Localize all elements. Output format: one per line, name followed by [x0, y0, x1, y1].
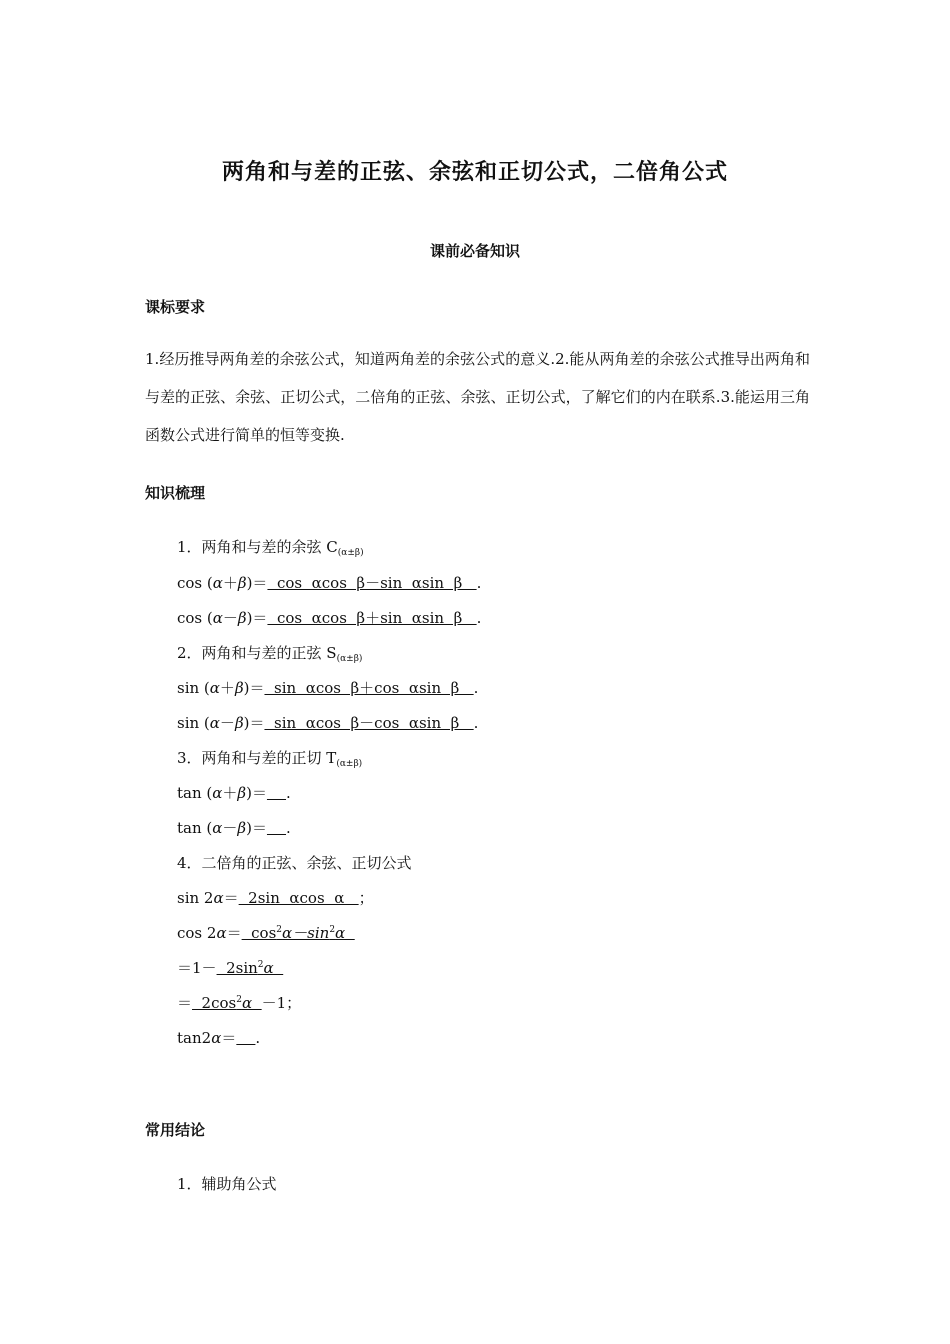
formula-prefix: ＝	[177, 994, 193, 1012]
formula-eq: )＝	[246, 784, 267, 802]
operator: －	[222, 819, 238, 837]
operator: －	[219, 714, 235, 732]
formula-eq: )＝	[243, 714, 265, 732]
period: .	[473, 679, 479, 697]
var-alpha: α	[213, 889, 224, 907]
item-subscript: (α±β)	[337, 548, 364, 558]
formula-prefix: ＝1－	[177, 959, 217, 977]
formula-cos-2a-alt1	[177, 957, 283, 978]
formula-lhs-fn: tan2	[177, 1029, 212, 1047]
semicolon: ；	[358, 889, 374, 907]
conclusion-item-1: 1．辅助角公式	[177, 1175, 277, 1193]
knowledge-item-1	[177, 536, 364, 558]
formula-eq: ＝	[226, 924, 242, 942]
var-alpha: α	[209, 714, 220, 732]
formula-suffix: －1；	[261, 994, 302, 1012]
answer-part: cos	[241, 924, 277, 942]
formula-tan-plus	[177, 782, 291, 803]
var-alpha: α	[212, 784, 223, 802]
blank-fill	[267, 784, 286, 802]
var-alpha: α	[216, 924, 227, 942]
formula-sin-plus	[177, 677, 478, 698]
curriculum-heading: 课标要求	[145, 298, 206, 316]
formula-lhs-fn: cos (	[177, 574, 213, 592]
formula-sin-2a	[177, 887, 374, 908]
formula-eq: )＝	[246, 574, 268, 592]
period: .	[286, 784, 291, 802]
answer-part: 2cos	[192, 994, 237, 1012]
formula-lhs-fn: tan (	[177, 819, 213, 837]
blank-fill	[236, 1029, 255, 1047]
var-beta: β	[237, 784, 247, 802]
var-alpha: α	[209, 679, 220, 697]
formula-lhs-fn: sin (	[177, 679, 210, 697]
formula-sin-minus	[177, 712, 478, 733]
item-subscript: (α±β)	[336, 654, 363, 664]
operator: －	[222, 609, 238, 627]
answer-part: α	[241, 994, 262, 1012]
var-beta: β	[237, 609, 247, 627]
exponent: 2	[276, 925, 283, 935]
period: .	[255, 1029, 261, 1047]
blank-fill	[267, 819, 286, 837]
formula-eq: )＝	[246, 819, 267, 837]
answer-text: cos αcos β－sin αsin β	[267, 574, 477, 592]
answer-text: 2sin αcos α	[238, 889, 359, 907]
item-label: 3．两角和与差的正切 T	[177, 749, 337, 767]
formula-tan-minus	[177, 817, 291, 838]
var-beta: β	[234, 679, 244, 697]
var-beta: β	[237, 819, 247, 837]
knowledge-item-3	[177, 747, 362, 769]
formula-eq: )＝	[246, 609, 268, 627]
answer-text	[192, 994, 262, 1012]
item-label: 2．两角和与差的正弦 S	[177, 644, 337, 662]
var-alpha: α	[212, 574, 223, 592]
conclusions-heading: 常用结论	[145, 1121, 206, 1139]
item-label: 1．两角和与差的余弦 C	[177, 538, 338, 556]
exponent: 2	[257, 960, 264, 970]
exponent: 2	[329, 925, 336, 935]
answer-text: sin αcos β－cos αsin β	[264, 714, 474, 732]
answer-part: α	[335, 924, 355, 942]
formula-tan-2a	[177, 1027, 260, 1048]
period: .	[476, 574, 482, 592]
period: .	[286, 819, 291, 837]
period: .	[473, 714, 479, 732]
answer-part: α－sin	[282, 924, 330, 942]
answer-part: α	[263, 959, 284, 977]
formula-lhs-fn: sin 2	[177, 889, 214, 907]
item-subscript: (α±β)	[336, 759, 363, 769]
answer-text: sin αcos β＋cos αsin β	[264, 679, 474, 697]
formula-cos-minus	[177, 607, 481, 628]
var-beta: β	[237, 574, 247, 592]
answer-text	[242, 924, 355, 942]
operator: ＋	[222, 784, 238, 802]
formula-cos-2a	[177, 922, 355, 943]
operator: ＋	[219, 679, 235, 697]
exponent: 2	[236, 995, 242, 1005]
formula-cos-2a-alt2	[177, 992, 301, 1013]
formula-lhs-fn: cos (	[177, 609, 213, 627]
answer-part: 2sin	[216, 959, 258, 977]
knowledge-item-2	[177, 642, 362, 664]
knowledge-heading: 知识梳理	[145, 484, 206, 502]
var-alpha: α	[212, 609, 223, 627]
section-subtitle: 课前必备知识	[429, 242, 520, 260]
curriculum-text: 1.经历推导两角差的余弦公式，知道两角差的余弦公式的意义.2.能从两角差的余弦公式推导出两角和与差的正弦、余弦、正切公式，二倍角的正弦、余弦、正切公式，了解它们的内在联系.3.能运用三角函数公式进行简单的恒等变换.	[145, 350, 810, 444]
operator: ＋	[222, 574, 238, 592]
answer-text: cos αcos β＋sin αsin β	[267, 609, 477, 627]
formula-lhs-fn: sin (	[177, 714, 210, 732]
var-beta: β	[234, 714, 244, 732]
knowledge-item-4	[177, 852, 412, 873]
item-label: 4．二倍角的正弦、余弦、正切公式	[177, 854, 412, 872]
var-alpha: α	[212, 819, 223, 837]
formula-eq: ＝	[223, 889, 239, 907]
formula-lhs-fn: tan (	[177, 784, 213, 802]
formula-lhs-fn: cos 2	[177, 924, 217, 942]
formula-eq: )＝	[243, 679, 265, 697]
formula-cos-plus	[177, 572, 481, 593]
period: .	[476, 609, 482, 627]
formula-eq: ＝	[221, 1029, 237, 1047]
var-alpha: α	[211, 1029, 222, 1047]
page-title: 两角和与差的正弦、余弦和正切公式，二倍角公式	[221, 160, 728, 185]
answer-text	[217, 959, 284, 977]
